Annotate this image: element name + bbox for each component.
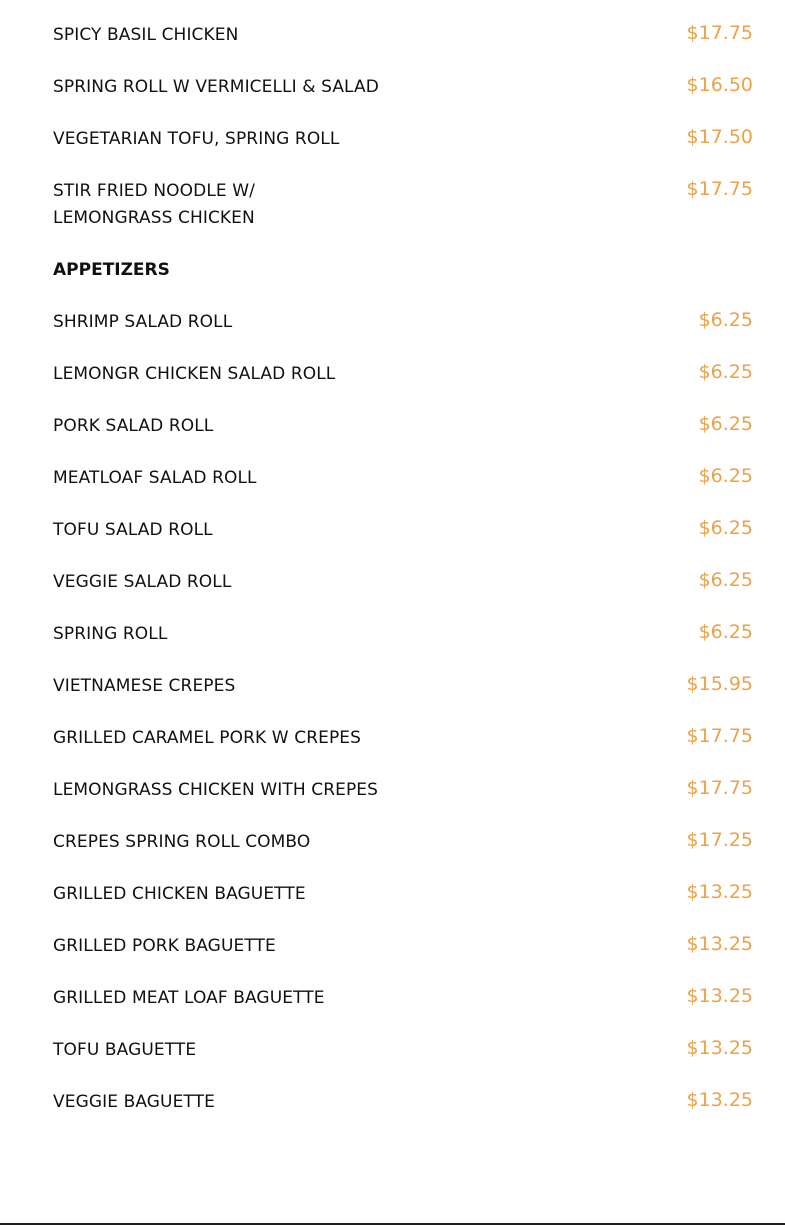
menu-item-price: $13.25 <box>686 933 753 955</box>
menu-item-name: VEGGIE BAGUETTE <box>53 1092 215 1112</box>
menu-item-name: GRILLED CHICKEN BAGUETTE <box>53 884 306 904</box>
menu-item-price: $13.25 <box>686 985 753 1007</box>
menu-item-price: $17.75 <box>686 22 753 44</box>
menu-item-name: GRILLED MEAT LOAF BAGUETTE <box>53 988 325 1008</box>
menu-item <box>53 777 753 804</box>
menu-item <box>53 725 753 752</box>
menu-item-price: $17.75 <box>686 777 753 799</box>
menu-item-price: $16.50 <box>686 74 753 96</box>
menu-item-name: STIR FRIED NOODLE W/ LEMONGRASS CHICKEN <box>53 181 255 228</box>
menu-item <box>53 673 753 700</box>
menu-item-name: SPRING ROLL W VERMICELLI & SALAD <box>53 77 379 97</box>
menu-item <box>53 881 753 908</box>
menu-item <box>53 569 753 596</box>
menu-item-name: VIETNAMESE CREPES <box>53 676 236 696</box>
menu-item-price: $6.25 <box>698 413 753 435</box>
menu-item-name: VEGETARIAN TOFU, SPRING ROLL <box>53 129 340 149</box>
menu-item-name: SHRIMP SALAD ROLL <box>53 312 233 332</box>
menu-item <box>53 309 753 336</box>
menu-item-name: MEATLOAF SALAD ROLL <box>53 468 257 488</box>
menu-item <box>53 22 753 49</box>
menu-item-price: $6.25 <box>698 309 753 331</box>
menu-item <box>53 517 753 544</box>
menu-item-price: $13.25 <box>686 1089 753 1111</box>
menu-item-name: TOFU BAGUETTE <box>53 1040 197 1060</box>
menu-item <box>53 933 753 960</box>
menu-item-price: $13.25 <box>686 1037 753 1059</box>
menu-item <box>53 413 753 440</box>
menu-item <box>53 621 753 648</box>
bottom-divider <box>0 1223 785 1225</box>
menu-item-price: $6.25 <box>698 361 753 383</box>
menu-item <box>53 1089 753 1116</box>
menu-item-name: PORK SALAD ROLL <box>53 416 214 436</box>
menu-item-name: TOFU SALAD ROLL <box>53 520 213 540</box>
menu-item <box>53 361 753 388</box>
menu-item-price: $17.50 <box>686 126 753 148</box>
menu-item-price: $17.75 <box>686 178 753 200</box>
menu-item-price: $6.25 <box>698 621 753 643</box>
menu-item <box>53 178 753 232</box>
menu-item <box>53 985 753 1012</box>
menu-item-price: $13.25 <box>686 881 753 903</box>
menu-item <box>53 74 753 101</box>
menu-item-name: GRILLED PORK BAGUETTE <box>53 936 276 956</box>
menu-item-price: $15.95 <box>686 673 753 695</box>
menu-item <box>53 1037 753 1064</box>
menu-item-name: LEMONGR CHICKEN SALAD ROLL <box>53 364 336 384</box>
menu-item-name: SPICY BASIL CHICKEN <box>53 25 239 45</box>
menu-item <box>53 465 753 492</box>
menu-item-name: CREPES SPRING ROLL COMBO <box>53 832 311 852</box>
menu-item-name: GRILLED CARAMEL PORK W CREPES <box>53 728 362 748</box>
menu-item-price: $6.25 <box>698 517 753 539</box>
menu-item <box>53 126 753 153</box>
menu-item-name: SPRING ROLL <box>53 624 168 644</box>
menu-item-name: VEGGIE SALAD ROLL <box>53 572 232 592</box>
menu-item-price: $6.25 <box>698 465 753 487</box>
section-title-appetizers: APPETIZERS <box>53 260 170 280</box>
menu-item-price: $17.25 <box>686 829 753 851</box>
menu-item <box>53 829 753 856</box>
menu-item-name: LEMONGRASS CHICKEN WITH CREPES <box>53 780 379 800</box>
menu-item-price: $17.75 <box>686 725 753 747</box>
menu-item-price: $6.25 <box>698 569 753 591</box>
